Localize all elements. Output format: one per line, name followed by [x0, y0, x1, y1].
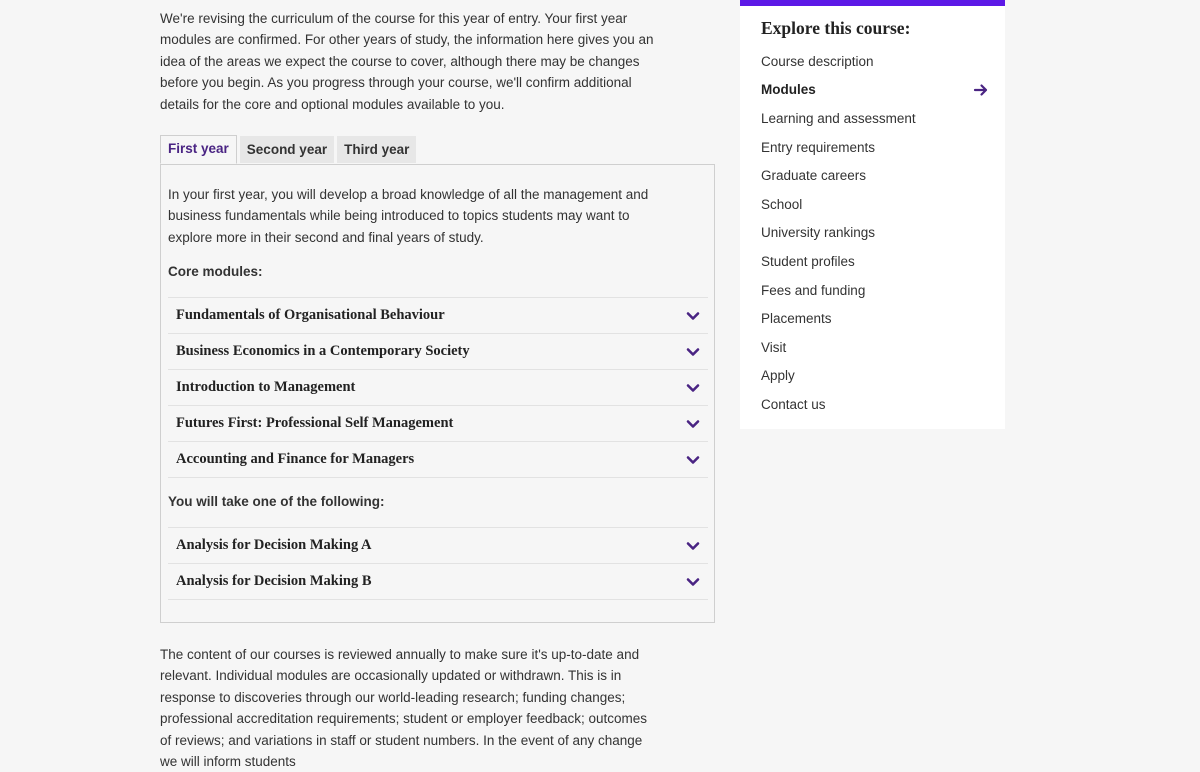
chevron-down-icon [686, 417, 700, 431]
sidebar-item-learning-assessment[interactable] [761, 104, 989, 133]
module-title: Futures First: Professional Self Management [176, 415, 454, 431]
sidebar-item-label: Student profiles [761, 253, 855, 269]
sidebar-item-university-rankings[interactable] [761, 219, 989, 248]
sidebar-item-placements[interactable] [761, 304, 989, 333]
sidebar-item-label: Visit [761, 339, 787, 355]
sidebar-item-label: Apply [761, 368, 795, 384]
curriculum-intro-text: We're revising the curriculum of the course for this year of entry. Your first year modules are confirmed. For other years of study, the information here gives you an idea of the areas we expect the course to cover, although there may be changes before you begin. As you progress through your course, we'll confirm additional details for the core and optional modules available to you. [160, 11, 654, 112]
module-title: Analysis for Decision Making B [176, 573, 372, 589]
sidebar-item-label: Graduate careers [761, 168, 867, 184]
tab-third-year[interactable]: Third year [337, 136, 416, 163]
arrow-right-icon [973, 82, 989, 98]
sidebar-item-modules[interactable] [761, 76, 989, 105]
module-title: Business Economics in a Contemporary Society [176, 343, 470, 359]
chevron-down-icon [686, 345, 700, 359]
first-year-intro-text: In your first year, you will develop a broad knowledge of all the management and business fundamentals while being introduced to topics students may want to explore more in their second and final years of study. [168, 187, 649, 245]
sidebar-item-course-description[interactable] [761, 47, 989, 76]
sidebar-item-label: University rankings [761, 225, 876, 241]
sidebar-item-label: Course description [761, 53, 874, 69]
sidebar-item-fees-funding[interactable] [761, 276, 989, 305]
sidebar-item-label: School [761, 196, 803, 212]
sidebar-item-school[interactable] [761, 190, 989, 219]
sidebar-item-label: Fees and funding [761, 282, 866, 298]
chevron-down-icon [686, 575, 700, 589]
tab-first-year[interactable]: First year [160, 135, 237, 164]
first-year-panel [160, 164, 715, 623]
chevron-down-icon [686, 381, 700, 395]
module-title: Fundamentals of Organisational Behaviour [176, 307, 445, 323]
module-title: Analysis for Decision Making A [176, 537, 372, 553]
sidebar-nav [761, 47, 989, 419]
module-title: Accounting and Finance for Managers [176, 451, 415, 467]
optional-modules-label: You will take one of the following: [168, 494, 385, 509]
module-accordion-item[interactable] [168, 564, 708, 600]
sidebar-item-label: Entry requirements [761, 139, 876, 155]
core-modules-label: Core modules: [168, 264, 263, 279]
explore-course-sidebar [740, 0, 1005, 429]
module-accordion-item[interactable] [168, 442, 708, 478]
sidebar-item-visit[interactable] [761, 333, 989, 362]
module-title: Introduction to Management [176, 379, 356, 395]
tab-second-year[interactable]: Second year [240, 136, 334, 163]
module-accordion-item[interactable] [168, 298, 708, 334]
sidebar-item-graduate-careers[interactable] [761, 161, 989, 190]
content-review-text: The content of our courses is reviewed annually to make sure it's up-to-date and relevant. Individual modules are occasionally updated or withdrawn. This is in response to discoveries through our world-leading research; funding changes; professional accreditation requirements; student or employer feedback; outcomes of reviews; and variations in staff or student numbers. In the event of any change we will inform students [160, 647, 648, 770]
sidebar-item-label: Contact us [761, 396, 826, 412]
sidebar-item-label: Learning and assessment [761, 110, 916, 126]
main-content [160, 0, 716, 770]
module-accordion-item[interactable] [168, 370, 708, 406]
chevron-down-icon [686, 539, 700, 553]
sidebar-item-apply[interactable] [761, 362, 989, 391]
chevron-down-icon [686, 309, 700, 323]
year-tabs [160, 136, 416, 164]
module-accordion-item[interactable] [168, 528, 708, 564]
optional-modules-list [168, 527, 708, 600]
sidebar-item-label: Placements [761, 311, 832, 327]
sidebar-item-label: Modules [761, 82, 816, 98]
module-accordion-item[interactable] [168, 334, 708, 370]
sidebar-item-contact-us[interactable] [761, 390, 989, 419]
chevron-down-icon [686, 453, 700, 467]
sidebar-item-entry-requirements[interactable] [761, 133, 989, 162]
sidebar-item-student-profiles[interactable] [761, 247, 989, 276]
sidebar-title: Explore this course: [761, 18, 911, 38]
core-modules-list [168, 297, 708, 478]
module-accordion-item[interactable] [168, 406, 708, 442]
